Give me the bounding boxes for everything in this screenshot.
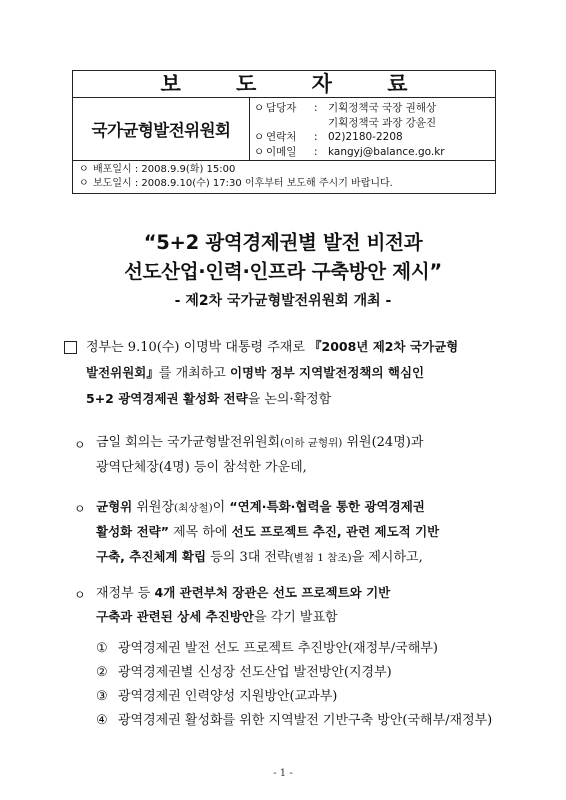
- paragraph-1-line-2: 발전위원회』를 개최하고 이명박 정부 지역발전정책의 핵심인: [86, 365, 425, 381]
- list-item: ② 광역경제권별 신성장 선도산업 발전방안(지경부): [96, 665, 392, 680]
- paragraph-2-line-1: 금일 회의는 국가균형발전위원회(이하 균형위) 위원(24명)과: [96, 435, 424, 450]
- date-value: : 2008.9.9(화) 15:00: [134, 164, 236, 175]
- headline-line-1: “5+2 광역경제권별 발전 비전과: [143, 231, 423, 254]
- bullet: ㅇ: [79, 178, 89, 189]
- paragraph-4-line-2: 구축과 관련된 상세 추진방안을 각기 발표함: [96, 609, 338, 625]
- bullet: ㅇ: [254, 145, 265, 158]
- paragraph-1-line-3: 5+2 광역경제권 활성화 전략을 논의·확정함: [86, 391, 332, 407]
- bullet: ㅇ: [79, 164, 89, 175]
- paragraph-2-line-2: 광역단체장(4명) 등이 참석한 가운데,: [96, 460, 307, 475]
- date-label: 배포일시: [93, 164, 132, 175]
- contact-key: [266, 116, 314, 131]
- contact-colon: :: [314, 102, 318, 114]
- header-info-row: [73, 98, 495, 161]
- contact-value: 02)2180-2208: [328, 131, 403, 143]
- page-number: - 1 -: [273, 768, 293, 779]
- contact-info: [250, 98, 495, 160]
- contact-value: 기획정책국 과장 강윤진: [328, 116, 437, 129]
- press-release-header: [72, 70, 496, 194]
- paragraph-3-line-1: 균형위 위원장(최상철)이 “연계·특화·협력을 통한 광역경제권: [96, 499, 425, 515]
- headline-line-2: 선도산업·인력·인프라 구축방안 제시”: [124, 260, 442, 283]
- embargo-date: [79, 177, 495, 191]
- date-label: 보도일시: [93, 178, 132, 189]
- contact-colon: [314, 116, 328, 131]
- organization-cell: [73, 98, 250, 160]
- contact-key: 이메일: [266, 145, 297, 158]
- bullet: ㅇ: [254, 102, 265, 114]
- bullet: ㅇ: [254, 131, 265, 143]
- headline-block: [0, 228, 566, 313]
- contact-colon: :: [314, 145, 318, 158]
- square-bullet-icon: [64, 341, 77, 354]
- header-title: 보 도 자 료: [160, 72, 432, 96]
- paragraph-3-line-3: 구축, 추진체계 확립 등의 3대 전략(별첨 1 참조)을 제시하고,: [96, 549, 423, 565]
- organization-name: 국가균형발전위원회: [91, 121, 231, 140]
- contact-value: 기획정책국 국장 권해상: [328, 102, 437, 114]
- bullet: ㅇ: [74, 588, 86, 602]
- contact-key: 연락처: [266, 131, 297, 143]
- list-item: ④ 광역경제권 활성화를 위한 지역발전 기반구축 방안(국해부/재정부): [96, 713, 493, 728]
- paragraph-3-line-2: 활성화 전략” 제목 하에 선도 프로젝트 추진, 관련 제도적 기반: [96, 524, 440, 540]
- release-dates: [73, 161, 495, 193]
- contact-colon: :: [314, 131, 318, 143]
- paragraph-4-line-1: 재정부 등 4개 관련부처 장관은 선도 프로젝트와 기반: [96, 585, 391, 601]
- header-title-row: [73, 71, 495, 98]
- distribution-date: [79, 163, 495, 177]
- bullet: ㅇ: [74, 438, 86, 452]
- list-item: ① 광역경제권 발전 선도 프로젝트 추진방안(재정부/국해부): [96, 641, 438, 656]
- bullet: ㅇ: [74, 502, 86, 516]
- contact-line: [254, 145, 495, 160]
- email-link[interactable]: kangyj@balance.go.kr: [328, 145, 445, 158]
- subheadline: - 제2차 국가균형발전위원회 개최 -: [174, 293, 392, 309]
- contact-key: 담당자: [266, 102, 297, 114]
- contact-line: [254, 101, 495, 116]
- paragraph-1-line-1: 정부는 9.10(수) 이명박 대통령 주재로 『2008년 제2차 국가균형: [86, 339, 459, 355]
- contact-line: [254, 130, 495, 145]
- contact-line: [254, 116, 495, 131]
- list-item: ③ 광역경제권 인력양성 지원방안(교과부): [96, 689, 338, 704]
- date-value: : 2008.9.10(수) 17:30 이후부터 보도해 주시기 바랍니다.: [134, 178, 393, 189]
